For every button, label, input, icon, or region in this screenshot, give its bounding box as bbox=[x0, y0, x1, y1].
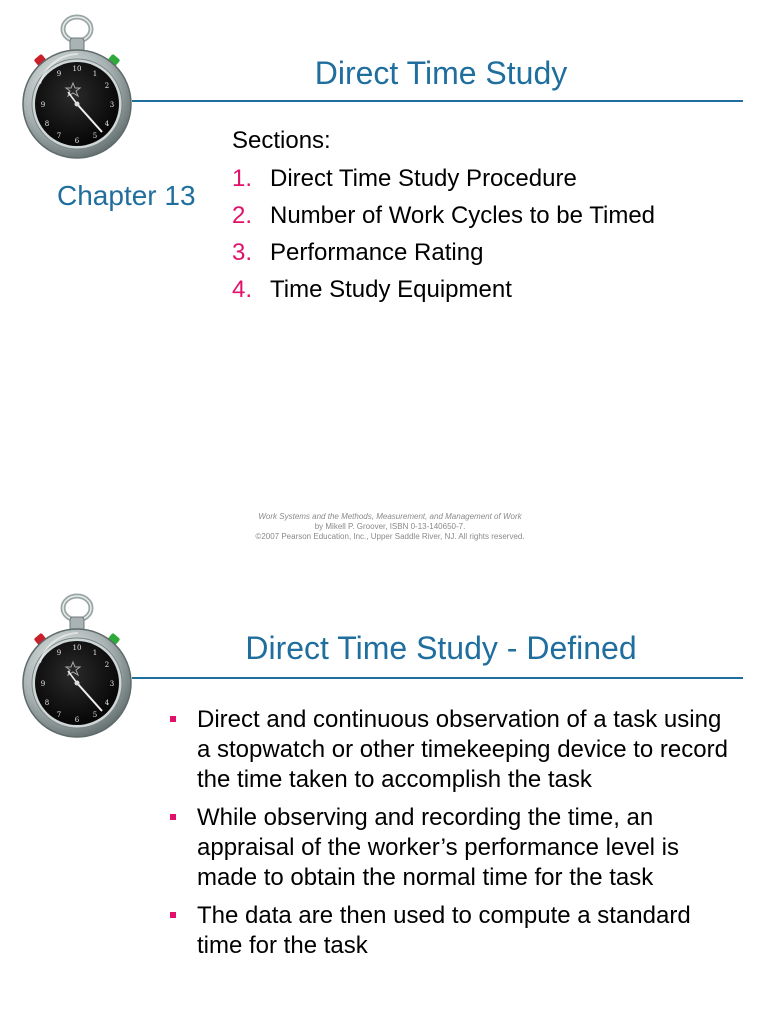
section-text: Time Study Equipment bbox=[270, 276, 512, 303]
footer-book-title: Work Systems and the Methods, Measurement, and Management of Work bbox=[258, 512, 522, 521]
footer-author: by Mikell P. Groover, ISBN 0-13-140650-7. bbox=[314, 522, 466, 531]
sections-list bbox=[232, 165, 655, 313]
section-text: Performance Rating bbox=[270, 239, 484, 266]
square-bullet-icon bbox=[170, 814, 176, 820]
section-text: Direct Time Study Procedure bbox=[270, 165, 577, 192]
bullet-text: The data are then used to compute a standard time for the task bbox=[197, 902, 691, 959]
definition-bullets bbox=[170, 705, 740, 969]
chapter-label: Chapter 13 bbox=[57, 180, 196, 211]
square-bullet-icon bbox=[170, 912, 176, 918]
stopwatch-icon bbox=[18, 14, 136, 164]
bullet-item bbox=[170, 901, 740, 961]
bullet-text: While observing and recording the time, an appraisal of the worker’s performance level is made to obtain the normal time for the task bbox=[197, 804, 680, 891]
slide-title: Direct Time Study bbox=[314, 55, 568, 91]
slide-title: Direct Time Study - Defined bbox=[245, 630, 637, 666]
section-number: 1. bbox=[232, 165, 253, 192]
slide-definition bbox=[0, 575, 768, 1024]
title-divider bbox=[132, 100, 743, 102]
bullet-item bbox=[170, 803, 740, 893]
section-number: 3. bbox=[232, 239, 253, 266]
stopwatch-icon bbox=[18, 593, 136, 743]
title-divider bbox=[132, 677, 743, 679]
section-item bbox=[232, 239, 655, 276]
bullet-text: Direct and continuous observation of a task using a stopwatch or other timekeeping device to record the time taken to accomplish the task bbox=[197, 706, 728, 793]
section-number: 4. bbox=[232, 276, 253, 303]
section-item bbox=[232, 202, 655, 239]
copyright-footer bbox=[140, 512, 640, 542]
section-item bbox=[232, 165, 655, 202]
square-bullet-icon bbox=[170, 716, 176, 722]
section-text: Number of Work Cycles to be Timed bbox=[270, 202, 656, 229]
section-item bbox=[232, 276, 655, 313]
section-number: 2. bbox=[232, 202, 253, 229]
bullet-item bbox=[170, 705, 740, 795]
sections-heading: Sections: bbox=[232, 127, 331, 154]
footer-copyright: ©2007 Pearson Education, Inc., Upper Saddle River, NJ. All rights reserved. bbox=[255, 532, 525, 541]
